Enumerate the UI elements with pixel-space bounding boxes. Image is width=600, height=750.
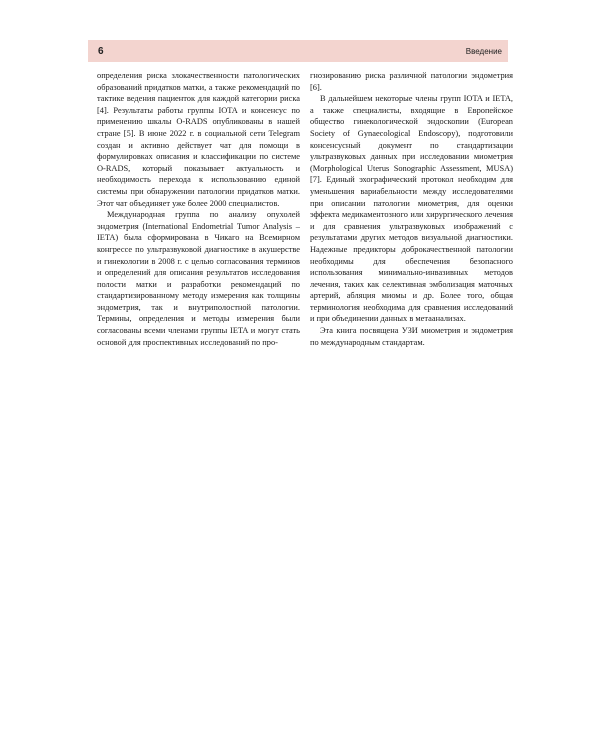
page-number: 6 <box>98 45 104 57</box>
left-text-column <box>97 70 300 348</box>
section-title: Введение <box>465 46 502 56</box>
paragraph: В дальнейшем некоторые члены групп IOTA и IETA, а также специалисты, входящие в Европейское общество гинекологической эндоскопии (European Society of Gynaecological Endoscopy), подготовили консенсусный документ по стандартизации ультразвуковых данных при исследовании миометрия (Morphological Uterus Sonographic Assessment, MUSA) [7]. Единый эхографический протокол необходим для уменьшения вариабельности между исследователями при описании патологии миометрия, для оценки эффекта медикаментозного или хирургического лечения и для сравнения ультразвуковых изображений с результатами других методов визуальной диагностики. Надежные предикторы доброкачественной патологии необходимы для обеспечения безопасного использования минимально-инвазивных методов лечения, таких как селективная эмболизация маточных артерий, абляция миомы и др. Более того, общая терминология необходима для сравнения исследований и при объединении данных в метаанализах. <box>310 94 513 324</box>
paragraph: определения риска злокачественности патологических образований придатков матки, а также рекомендаций по тактике ведения пациенток для каждой категории риска [4]. Результаты работы группы IOTA и консенсус по применению шкалы O-RADS опубликованы в нашей стране [5]. В июне 2022 г. в социальной сети Telegram создан и активно действует чат для помощи в формулировках описания и классификации по системе O-RADS, который показывает актуальность и необходимость перехода к использованию единой системы при обнаружении патологии придатков матки. Этот чат объединяет уже более 2000 специалистов. <box>97 71 300 208</box>
right-text-column <box>310 70 513 348</box>
paragraph: Международная группа по анализу опухолей эндометрия (International Endometrial Tumor Analysis – IETA) была сформирована в Чикаго на Всемирном конгрессе по ультразвуковой диагностике в акушерстве и гинекологии в 2008 г. с целью согласования терминов и определений для описания результатов исследования полости матки и разработки рекомендаций по стандартизированному методу измерения как толщины эндометрия, так и внутриполостной патологии. Термины, определения и методы измерения были согласованы всеми членами группы IETA и могут стать основой для проспективных исследований по про- <box>97 210 300 347</box>
paragraph: Эта книга посвящена УЗИ миометрия и эндометрия по международным стандартам. <box>310 326 513 347</box>
running-header <box>88 40 508 62</box>
paragraph: гнозированию риска различной патологии эндометрия [6]. <box>310 71 513 92</box>
